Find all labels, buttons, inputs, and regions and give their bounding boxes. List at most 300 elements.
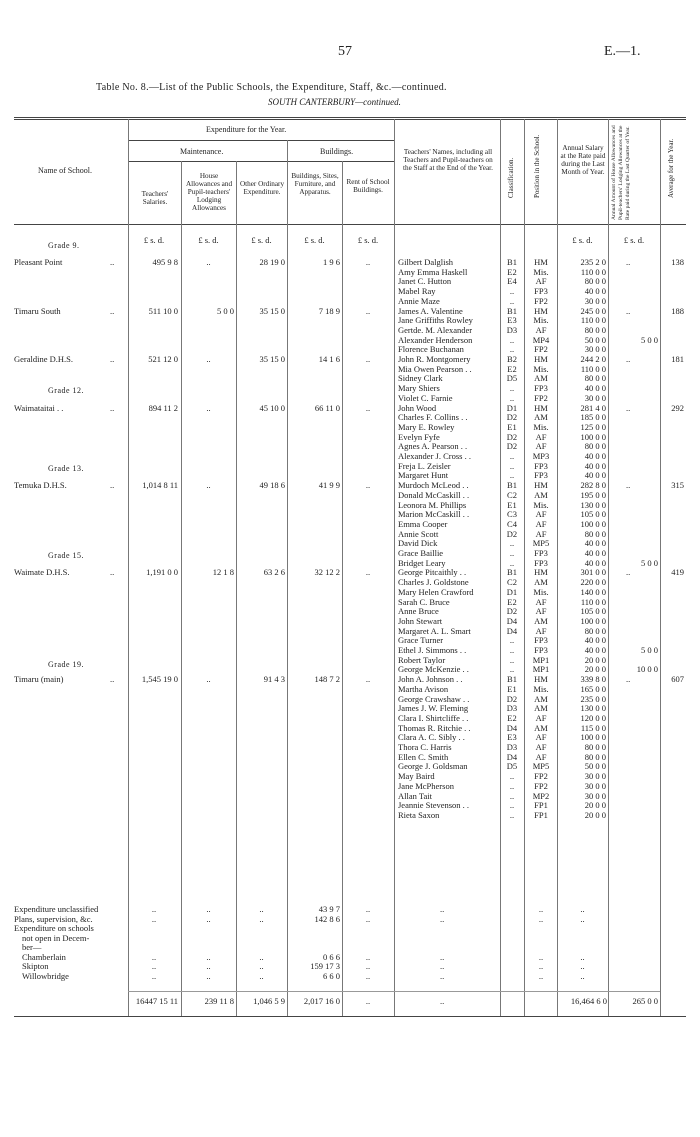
leader-dots: .. xyxy=(151,970,157,981)
teacher-name: Violet C. Farnie xyxy=(398,392,453,403)
leader-dots: .. xyxy=(626,354,631,364)
school-house: 12 1 8 xyxy=(212,567,234,578)
teacher-position: FP2 xyxy=(534,771,548,782)
teacher-name: John A. Johnson . . xyxy=(398,674,463,685)
school-salaries: 1,545 19 0 xyxy=(141,674,178,685)
teacher-name: Donald McCaskill . . xyxy=(398,489,470,500)
teacher-salary: 80 0 0 xyxy=(584,742,606,752)
leader-dots: .. xyxy=(110,354,115,364)
header-salary: Annual Salary at the Rate paid during the Last Month of Year. xyxy=(560,144,606,176)
grade-heading: Grade 13. xyxy=(48,463,85,473)
teacher-salary: 105 0 0 xyxy=(580,606,606,617)
teacher-position: AF xyxy=(535,751,547,762)
teacher-classification: .. xyxy=(509,383,515,394)
header-salaries: Teachers' Salaries. xyxy=(141,190,169,206)
school-bsites: 148 7 2 xyxy=(314,674,340,685)
school-house: .. xyxy=(206,354,211,364)
teacher-name: Marion McCaskill . . xyxy=(398,509,470,520)
teacher-salary: 30 0 0 xyxy=(584,780,606,791)
teacher-salary: 165 0 0 xyxy=(580,683,606,694)
teacher-house-allowance: 10 0 0 xyxy=(636,664,658,675)
leader-dots: .. xyxy=(626,480,631,491)
teacher-salary: 80 0 0 xyxy=(584,751,606,762)
school-house: .. xyxy=(206,257,211,267)
teacher-salary: 40 0 0 xyxy=(584,548,606,558)
teacher-position: AF xyxy=(535,518,547,529)
teacher-name: Ethel J. Simmons . . xyxy=(398,645,467,655)
teacher-classification: D5 xyxy=(506,373,518,384)
school-name: Geraldine D.H.S. xyxy=(14,354,74,364)
school-rent: .. xyxy=(365,402,371,413)
school-other: 49 18 6 xyxy=(259,480,285,491)
lsd-header: £ s. d. xyxy=(143,235,165,245)
teacher-classification: E2 xyxy=(507,363,517,374)
school-average: 292 xyxy=(671,402,684,413)
teacher-name: Margaret A. L. Smart xyxy=(398,625,471,636)
leader-dots: .. xyxy=(538,961,544,971)
teacher-classification: E2 xyxy=(507,712,517,723)
teacher-house-allowance: 5 0 0 xyxy=(641,645,658,655)
leader-dots: .. xyxy=(110,674,115,685)
teacher-salary: 40 0 0 xyxy=(584,451,606,461)
extra-label: Plans, supervision, &c. xyxy=(14,913,93,924)
teacher-name: Alexander J. Cross . . xyxy=(398,451,471,461)
teacher-salary: 100 0 0 xyxy=(580,431,606,442)
teacher-position: MP4 xyxy=(532,334,550,345)
leader-dots: .. xyxy=(580,913,585,924)
teacher-position: FP2 xyxy=(534,780,548,791)
teacher-salary: 105 0 0 xyxy=(580,509,606,520)
teacher-classification: E3 xyxy=(507,315,517,326)
teacher-position: AF xyxy=(535,441,547,452)
teacher-classification: D2 xyxy=(506,693,518,704)
teacher-classification: D3 xyxy=(506,703,518,714)
grade-heading: Grade 9. xyxy=(48,240,80,250)
teacher-position: FP2 xyxy=(534,392,548,403)
teacher-salary: 30 0 0 xyxy=(584,392,606,403)
teacher-classification: E1 xyxy=(507,421,517,432)
teacher-salary: 50 0 0 xyxy=(584,334,606,345)
teacher-name: Thomas R. Ritchie . . xyxy=(398,722,471,733)
teacher-classification: .. xyxy=(509,548,515,558)
teacher-salary: 110 0 0 xyxy=(580,315,606,326)
total-house-amount: 265 0 0 xyxy=(632,996,658,1006)
teacher-salary: 20 0 0 xyxy=(584,654,606,665)
teacher-position: MP2 xyxy=(532,790,550,801)
teacher-position: AM xyxy=(534,489,548,500)
table-subtitle: SOUTH CANTERBURY—continued. xyxy=(268,97,401,107)
teacher-name: John R. Montgomery xyxy=(398,354,471,364)
leader-dots: .. xyxy=(110,257,115,267)
header-maintenance: Maintenance. xyxy=(180,147,224,156)
leader-dots: .. xyxy=(259,961,264,971)
leader-dots: .. xyxy=(626,257,631,267)
school-bsites: 14 1 6 xyxy=(318,354,340,364)
header-name: Name of School. xyxy=(38,166,92,175)
teacher-classification: .. xyxy=(509,392,515,403)
leader-dots: .. xyxy=(206,951,211,962)
teacher-name: Gertde. M. Alexander xyxy=(398,324,473,335)
teacher-salary: 40 0 0 xyxy=(584,635,606,646)
teacher-classification: .. xyxy=(509,645,515,655)
teacher-position: HM xyxy=(534,257,548,267)
school-other: 45 10 0 xyxy=(259,402,285,413)
leader-dots: .. xyxy=(259,904,264,914)
school-rent: .. xyxy=(365,567,371,578)
leader-dots: .. xyxy=(206,961,211,971)
teacher-salary: 282 8 0 xyxy=(580,480,606,491)
leader-dots: .. xyxy=(538,913,544,924)
teacher-salary: 40 0 0 xyxy=(584,538,606,549)
teacher-classification: C2 xyxy=(507,577,517,588)
header-buildings: Buildings. xyxy=(320,147,354,156)
teacher-position: MP1 xyxy=(532,654,550,665)
teacher-salary: 110 0 0 xyxy=(580,266,606,277)
teacher-position: Mis. xyxy=(533,266,549,277)
school-salaries: 1,191 0 0 xyxy=(146,567,178,578)
teacher-position: Mis. xyxy=(533,315,549,326)
teacher-salary: 110 0 0 xyxy=(580,363,606,374)
teacher-name: Mary E. Rowley xyxy=(398,421,455,432)
teacher-name: Charles J. Goldstone xyxy=(398,577,469,588)
teacher-name: Annie Maze xyxy=(398,295,440,306)
school-average: 138 xyxy=(671,257,684,267)
school-average: 607 xyxy=(671,674,684,685)
total-other: 1,046 5 9 xyxy=(253,996,285,1006)
teacher-name: Alexander Henderson xyxy=(398,334,473,345)
grade-heading: Grade 12. xyxy=(48,386,85,395)
teacher-position: FP1 xyxy=(534,800,548,811)
school-bsites: 66 11 0 xyxy=(314,402,340,413)
school-other: 35 15 0 xyxy=(259,305,285,316)
teacher-salary: 125 0 0 xyxy=(580,421,606,432)
leader-dots: .. xyxy=(626,402,631,413)
page-number: 57 xyxy=(338,44,352,59)
school-rent: .. xyxy=(365,354,371,364)
header-other: Other Ordinary Expenditure. xyxy=(239,180,285,196)
teacher-position: FP3 xyxy=(534,635,548,646)
teacher-position: FP3 xyxy=(534,557,548,568)
teacher-position: AM xyxy=(534,615,548,626)
teacher-position: AF xyxy=(535,732,547,743)
teacher-name: Anne Bruce xyxy=(398,606,439,617)
teacher-position: AF xyxy=(535,431,547,442)
teacher-position: FP2 xyxy=(534,344,548,355)
teacher-position: AM xyxy=(534,703,548,714)
table-title: Table No. 8.—List of the Public Schools, the Expenditure, Staff, &c.—continued. xyxy=(96,82,447,93)
teacher-name: Jane McPherson xyxy=(398,780,454,791)
teacher-position: AM xyxy=(534,722,548,733)
teacher-classification: D1 xyxy=(506,586,518,597)
teacher-position: HM xyxy=(534,480,548,491)
teacher-salary: 185 0 0 xyxy=(580,412,606,423)
teacher-classification: E2 xyxy=(507,596,517,607)
teacher-name: Margaret Hunt xyxy=(398,470,449,481)
teacher-name: Ellen C. Smith xyxy=(398,751,449,762)
teacher-classification: .. xyxy=(509,451,515,461)
teacher-classification: .. xyxy=(509,460,515,471)
teacher-position: AF xyxy=(535,276,547,287)
teacher-classification: B1 xyxy=(507,674,517,685)
school-other: 28 19 0 xyxy=(259,257,285,267)
teacher-classification: D5 xyxy=(506,761,518,772)
teacher-classification: D2 xyxy=(506,431,518,442)
leader-dots: .. xyxy=(151,961,157,971)
extra-label: Skipton xyxy=(22,961,49,971)
teacher-salary: 339 8 0 xyxy=(580,674,606,685)
leader-dots: .. xyxy=(365,951,371,962)
teacher-salary: 115 0 0 xyxy=(580,722,606,733)
school-average: 188 xyxy=(671,305,684,316)
school-other: 63 2 6 xyxy=(263,567,285,578)
teacher-position: AF xyxy=(535,596,547,607)
teacher-name: Murdoch McLeod . . xyxy=(398,480,469,491)
teacher-position: AF xyxy=(535,625,547,636)
teacher-salary: 220 0 0 xyxy=(580,577,606,588)
leader-dots: .. xyxy=(440,970,445,981)
leader-dots: .. xyxy=(365,961,371,971)
teacher-salary: 30 0 0 xyxy=(584,771,606,782)
teacher-classification: .. xyxy=(509,635,515,646)
leader-dots: .. xyxy=(538,970,544,981)
teacher-salary: 80 0 0 xyxy=(584,324,606,335)
teacher-position: Mis. xyxy=(533,683,549,694)
school-salaries: 1,014 8 11 xyxy=(142,480,178,491)
teacher-name: Jeannie Stevenson . . xyxy=(398,800,470,811)
teacher-name: Mary Shiers xyxy=(398,383,440,394)
teacher-classification: D4 xyxy=(506,625,518,636)
teacher-position: FP3 xyxy=(534,383,548,394)
teacher-position: AF xyxy=(535,742,547,752)
school-name: Pleasant Point xyxy=(14,257,63,267)
section-ref: E.—1. xyxy=(604,44,641,59)
header-average: Average for the Year. xyxy=(667,138,675,198)
school-average: 419 xyxy=(671,567,684,578)
school-name: Temuka D.H.S. xyxy=(14,480,67,491)
teacher-classification: B1 xyxy=(507,480,517,491)
teacher-name: Mabel Ray xyxy=(398,286,436,297)
grade-heading: Grade 15. xyxy=(48,550,85,560)
school-rent: .. xyxy=(365,480,371,491)
leader-dots: .. xyxy=(151,904,157,914)
teacher-name: John Wood xyxy=(398,402,437,413)
extra-buildings: 159 17 3 xyxy=(310,961,340,971)
teacher-salary: 195 0 0 xyxy=(580,489,606,500)
school-house: .. xyxy=(206,480,211,491)
teacher-classification: B1 xyxy=(507,257,517,267)
school-other: 91 4 3 xyxy=(263,674,285,685)
teacher-salary: 281 4 0 xyxy=(580,402,606,413)
teacher-position: HM xyxy=(534,402,548,413)
leader-dots: .. xyxy=(580,970,585,981)
teacher-classification: .. xyxy=(509,780,515,791)
teacher-classification: D2 xyxy=(506,528,518,539)
teacher-salary: 245 0 0 xyxy=(580,305,606,316)
school-rent: .. xyxy=(365,257,371,267)
teacher-position: FP3 xyxy=(534,548,548,558)
extra-label: Chamberlain xyxy=(22,951,66,962)
teacher-salary: 80 0 0 xyxy=(584,528,606,539)
leader-dots: .. xyxy=(626,305,631,316)
lsd-header: £ s. d. xyxy=(623,235,645,245)
teacher-classification: .. xyxy=(509,664,515,675)
teacher-position: AF xyxy=(535,712,547,723)
teacher-classification: D4 xyxy=(506,722,518,733)
school-name: Waimataitai . . xyxy=(14,402,64,413)
teacher-classification: E1 xyxy=(507,683,517,694)
leader-dots: .. xyxy=(626,674,631,685)
total-buildings: 2,017 16 0 xyxy=(303,996,340,1006)
teacher-classification: D1 xyxy=(506,402,518,413)
leader-dots: .. xyxy=(538,904,544,914)
teacher-classification: C2 xyxy=(507,489,517,500)
teacher-salary: 100 0 0 xyxy=(580,615,606,626)
teacher-salary: 130 0 0 xyxy=(580,499,606,510)
teacher-salary: 40 0 0 xyxy=(584,557,606,568)
school-average: 315 xyxy=(671,480,684,491)
teacher-name: Grace Baillie xyxy=(398,548,444,558)
header-house-amount: Annual Amount of House Allowances and Pupil-teachers' Lodging Allowances at the Rate paid during the Last Quarter of Year. xyxy=(611,125,631,220)
teacher-position: HM xyxy=(534,567,548,578)
teacher-position: AF xyxy=(535,509,547,520)
teacher-classification: E4 xyxy=(507,276,517,287)
total-salaries: 16447 15 11 xyxy=(135,996,178,1006)
leader-dots: .. xyxy=(580,961,585,971)
teacher-classification: B1 xyxy=(507,567,517,578)
school-rent: .. xyxy=(365,305,371,316)
leader-dots: .. xyxy=(259,970,264,981)
teacher-name: Amy Emma Haskell xyxy=(398,266,468,277)
teacher-position: FP2 xyxy=(534,295,548,306)
teacher-classification: C3 xyxy=(507,509,517,520)
extra-buildings: 43 9 7 xyxy=(318,904,340,914)
teacher-name: Janet C. Hutton xyxy=(398,276,452,287)
teacher-position: Mis. xyxy=(533,363,549,374)
leader-dots: .. xyxy=(440,951,445,962)
teacher-classification: D2 xyxy=(506,606,518,617)
teacher-classification: .. xyxy=(509,557,515,568)
school-bsites: 32 12 2 xyxy=(314,567,340,578)
teacher-salary: 80 0 0 xyxy=(584,441,606,452)
extra-label: Expenditure unclassified xyxy=(14,904,99,914)
teacher-salary: 20 0 0 xyxy=(584,809,606,820)
teacher-salary: 30 0 0 xyxy=(584,295,606,306)
teacher-salary: 235 2 0 xyxy=(580,257,606,267)
teacher-position: MP5 xyxy=(532,538,550,549)
teacher-classification: D3 xyxy=(506,324,518,335)
header-rent: Rent of School Buildings. xyxy=(346,178,390,194)
teacher-salary: 40 0 0 xyxy=(584,470,606,481)
teacher-name: Evelyn Fyfe xyxy=(398,431,440,442)
leader-dots: .. xyxy=(580,904,585,914)
teacher-salary: 20 0 0 xyxy=(584,664,606,675)
teacher-name: Grace Turner xyxy=(398,635,444,646)
school-bsites: 41 9 9 xyxy=(318,480,340,491)
teacher-name: Sidney Clark xyxy=(398,373,443,384)
teacher-position: FP3 xyxy=(534,645,548,655)
teacher-name: Charles F. Collins . . xyxy=(398,412,468,423)
teacher-classification: D2 xyxy=(506,412,518,423)
teacher-position: AM xyxy=(534,412,548,423)
teacher-position: AM xyxy=(534,693,548,704)
teacher-salary: 40 0 0 xyxy=(584,383,606,394)
school-salaries: 511 10 0 xyxy=(148,305,178,316)
teacher-classification: .. xyxy=(509,800,515,811)
lsd-header: £ s. d. xyxy=(357,235,379,245)
teacher-name: David Dick xyxy=(398,538,438,549)
teacher-house-allowance: 5 0 0 xyxy=(641,334,658,345)
school-name: Timaru South xyxy=(14,305,61,316)
teacher-classification: E1 xyxy=(507,499,517,510)
teacher-classification: .. xyxy=(509,790,515,801)
teacher-name: Freja L. Zeisler xyxy=(398,460,451,471)
teacher-name: John Stewart xyxy=(398,615,443,626)
total-rent: .. xyxy=(365,996,371,1006)
teacher-position: MP3 xyxy=(532,451,550,461)
teacher-name: Mary Helen Crawford xyxy=(398,586,474,597)
lsd-header: £ s. d. xyxy=(304,235,325,245)
leader-dots: .. xyxy=(206,970,211,981)
extra-label: Willowbridge xyxy=(22,970,69,981)
teacher-classification: .. xyxy=(509,286,515,297)
school-salaries: 894 11 2 xyxy=(148,402,178,413)
teacher-name: Martha Avison xyxy=(398,683,449,694)
leader-dots: .. xyxy=(440,904,445,914)
teacher-name: May Baird xyxy=(398,771,435,782)
teacher-classification: C4 xyxy=(507,518,517,529)
teacher-salary: 301 0 0 xyxy=(580,567,606,578)
teacher-name: Allan Tait xyxy=(398,790,432,801)
teacher-classification: E2 xyxy=(507,266,517,277)
total-salary: 16,464 6 0 xyxy=(570,996,607,1006)
teacher-salary: 130 0 0 xyxy=(580,703,606,714)
school-bsites: 1 9 6 xyxy=(323,257,340,267)
header-teachers: Teachers' Names, including all Teachers and Pupil-teachers on the Staff at the End of the Year. xyxy=(403,148,493,172)
teacher-position: Mis. xyxy=(533,421,549,432)
teacher-name: Sarah C. Bruce xyxy=(398,596,450,607)
extra-label: Expenditure on schools xyxy=(14,923,94,933)
teacher-name: George J. Goldsman xyxy=(398,761,468,772)
teacher-salary: 244 2 0 xyxy=(580,354,606,364)
leader-dots: .. xyxy=(365,904,371,914)
teacher-name: George Pitcaithly . . xyxy=(398,567,467,578)
teacher-classification: .. xyxy=(509,470,515,481)
teacher-name: Robert Taylor xyxy=(398,654,446,665)
school-rent: .. xyxy=(365,674,371,685)
school-salaries: 495 9 8 xyxy=(152,257,178,267)
teacher-name: Emma Cooper xyxy=(398,518,448,529)
school-salaries: 521 12 0 xyxy=(148,354,178,364)
teacher-salary: 30 0 0 xyxy=(584,790,606,801)
header-position: Position in the School. xyxy=(533,134,541,198)
teacher-salary: 80 0 0 xyxy=(584,625,606,636)
leader-dots: .. xyxy=(151,951,157,962)
leader-dots: .. xyxy=(110,305,115,316)
leader-dots: .. xyxy=(365,913,371,924)
leader-dots: .. xyxy=(259,913,264,924)
leader-dots: .. xyxy=(151,913,157,924)
teacher-classification: B2 xyxy=(507,354,517,364)
school-average: 181 xyxy=(671,354,684,364)
teacher-house-allowance: 5 0 0 xyxy=(641,557,658,568)
teacher-salary: 20 0 0 xyxy=(584,800,606,811)
lsd-header: £ s. d. xyxy=(572,235,593,245)
leader-dots: .. xyxy=(259,951,264,962)
teacher-salary: 40 0 0 xyxy=(584,286,606,297)
teacher-position: FP1 xyxy=(534,809,548,820)
teacher-name: George Crawshaw . . xyxy=(398,693,470,704)
teacher-position: AM xyxy=(534,577,548,588)
